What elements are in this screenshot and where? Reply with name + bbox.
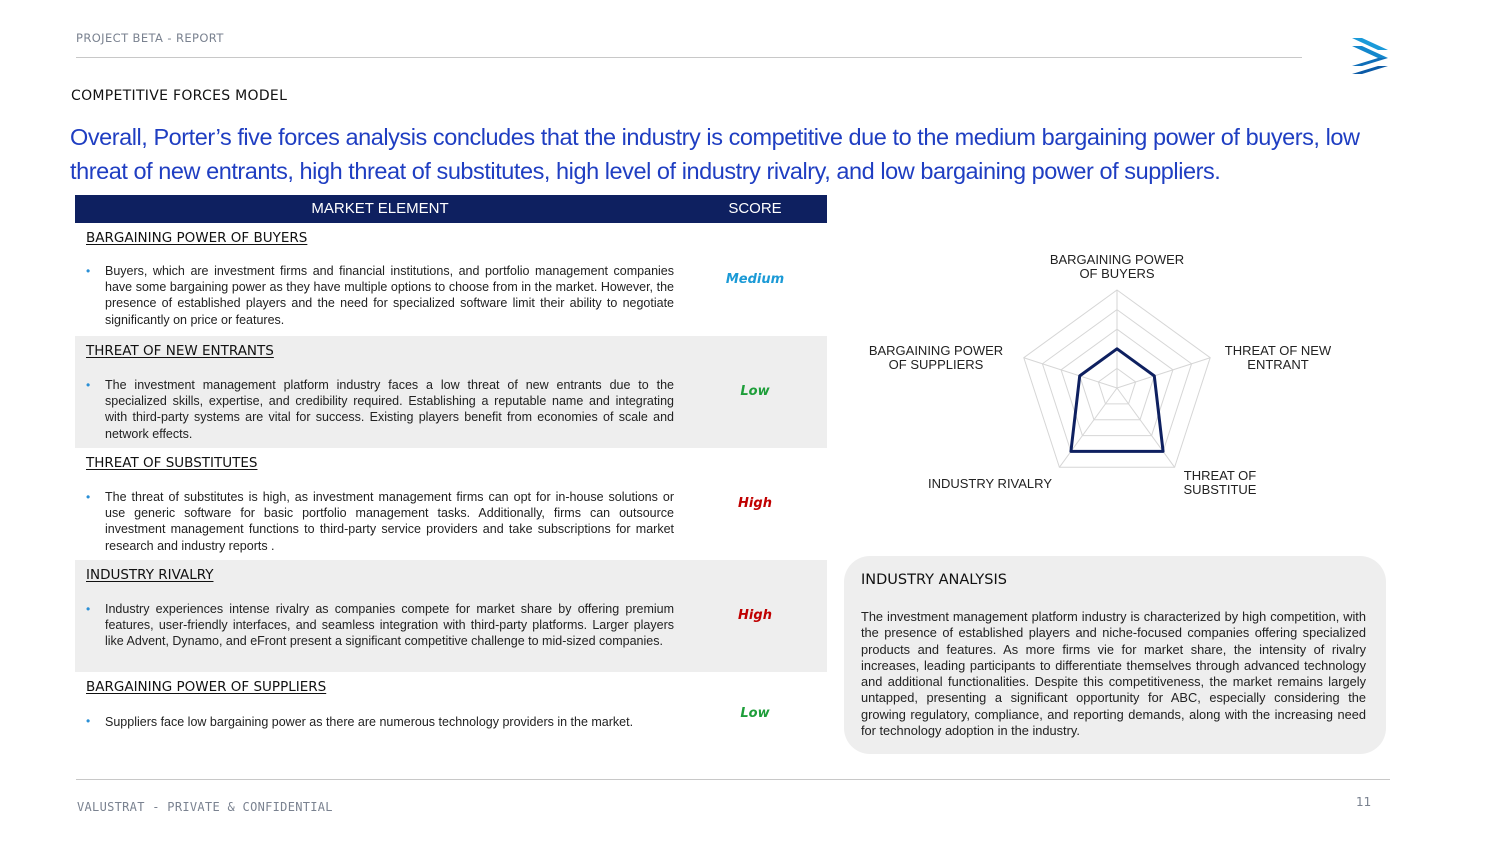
bullet-icon: • (86, 490, 91, 504)
table-row (75, 672, 827, 762)
page-headline: Overall, Porter’s five forces analysis concludes that the industry is competitive due to the medium bargaining power of buyers, low threat of new entrants, high threat of substitutes, high level of industry rivalry, and low bargaining power of suppliers. (70, 124, 1360, 184)
score-badge: Medium (725, 272, 785, 287)
row-title: BARGAINING POWER OF SUPPLIERS (86, 679, 327, 695)
row-description: The investment management platform industry faces a low threat of new entrants due to the specialized skills, expertise, and credibility required. Establishing a reputable name and integrating with third-party systems are vital for success. Existing players benefit from economies of scale and network effects. (105, 378, 674, 441)
column-header-market-element: MARKET ELEMENT (311, 200, 449, 217)
radar-axis-line (1024, 358, 1117, 388)
row-title: BARGAINING POWER OF BUYERS (86, 230, 308, 246)
radar-axis-label: INDUSTRY RIVALRY (927, 476, 1052, 491)
radar-axis-line (1059, 388, 1117, 467)
company-logo-icon (1352, 38, 1388, 78)
score-badge: High (738, 608, 772, 623)
bullet-icon: • (86, 714, 91, 728)
table-row (75, 223, 827, 336)
score-badge: Low (740, 706, 770, 721)
row-description: The threat of substitutes is high, as investment management firms can opt for in-house solutions or use generic software for basic portfolio management tasks. Additionally, firms can outsource investment management functions to third-party service providers and take subscriptions for market research and industry reports . (105, 490, 674, 553)
confidential-footer: VALUSTRAT - PRIVATE & CONFIDENTIAL (77, 800, 333, 814)
bottom-divider (76, 779, 1390, 780)
bullet-icon: • (86, 264, 91, 278)
five-forces-radar-chart (850, 240, 1370, 530)
column-header-score: SCORE (728, 200, 782, 217)
section-title: COMPETITIVE FORCES MODEL (71, 88, 288, 104)
row-title: INDUSTRY RIVALRY (86, 567, 214, 583)
row-description: Suppliers face low bargaining power as there are numerous technology providers in the market. (105, 715, 634, 729)
row-description: Industry experiences intense rivalry as companies compete for market share by offering premium features, user-friendly interfaces, and seamless integration with third-party platforms. Larger players like Advent, Dynamo, and eFront present a significant competitive challenge to mid-sized companies. (105, 602, 674, 649)
bullet-icon: • (86, 378, 91, 392)
project-label: PROJECT BETA - REPORT (76, 31, 224, 45)
radar-axis-label: BARGAINING POWER OF BUYERS (1049, 252, 1185, 281)
row-title: THREAT OF SUBSTITUTES (86, 455, 258, 471)
table-row (75, 560, 827, 672)
radar-axis-label: BARGAINING POWER OF SUPPLIERS (868, 343, 1004, 372)
top-divider (76, 57, 1302, 58)
table-row (75, 336, 827, 448)
row-title: THREAT OF NEW ENTRANTS (86, 343, 274, 359)
radar-axis-label: THREAT OF NEW ENTRANT (1224, 343, 1332, 372)
row-description: Buyers, which are investment firms and financial institutions, and portfolio management companies have some bargaining power as they have multiple options to choose from in the market. However, the presence of established players and the need for specialized software limit their ability to negotiate significantly on price or features. (105, 264, 674, 327)
table-header (75, 195, 827, 223)
industry-analysis-panel (844, 556, 1386, 754)
page-number: 11 (1356, 795, 1372, 809)
panel-title: INDUSTRY ANALYSIS (861, 572, 1007, 588)
score-badge: High (738, 496, 772, 511)
panel-text: The investment management platform industry is characterized by high competition, with the presence of established players and niche-focused companies offering specialized products and features. As more firms vie for market share, the intensity of rivalry increases, leading participants to differentiate themselves through advanced technology and additional functionalities. Despite this competitiveness, the market remains largely untapped, presenting a significant opportunity for ABC, especially considering the growing regulatory, compliance, and reporting demands, along with the increasing need for technology adoption in the industry. (861, 609, 1366, 739)
radar-axis-line (1117, 358, 1210, 388)
table-row (75, 448, 827, 560)
bullet-icon: • (86, 602, 91, 616)
radar-axis-line (1117, 388, 1175, 467)
score-badge: Low (740, 384, 770, 399)
radar-axis-label: THREAT OF SUBSTITUE (1183, 468, 1257, 497)
